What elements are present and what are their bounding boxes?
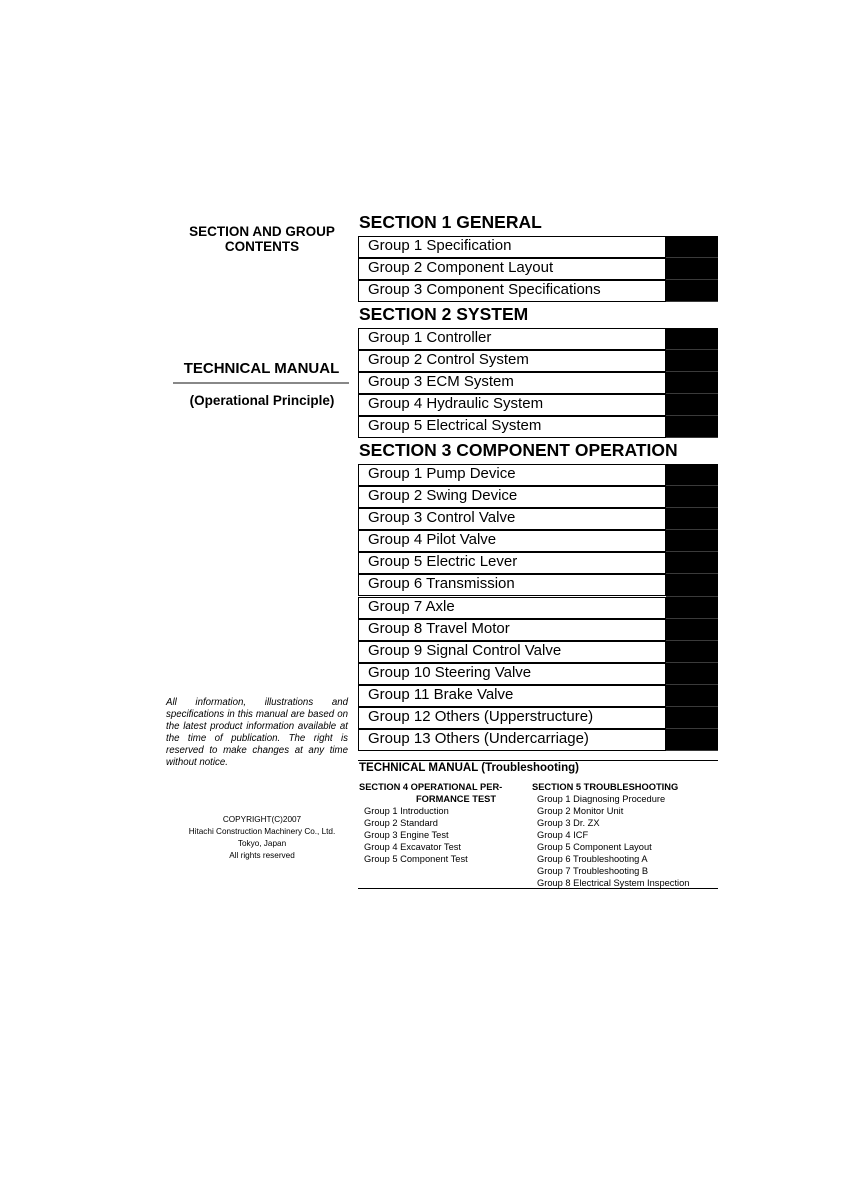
thumb-index-tab[interactable] [666, 258, 718, 280]
thumb-index-tab[interactable] [666, 597, 718, 619]
group-row[interactable] [358, 530, 718, 552]
group-label: Group 9 Signal Control Valve [368, 641, 562, 659]
thumb-index-tab[interactable] [666, 530, 718, 552]
section-4-group-list [359, 805, 529, 865]
list-item[interactable]: Group 4 ICF [537, 830, 589, 840]
thumb-index-tab[interactable] [666, 236, 718, 258]
thumb-index-tab[interactable] [666, 619, 718, 641]
thumb-index-tab[interactable] [666, 574, 718, 596]
group-label: Group 1 Specification [368, 237, 512, 254]
thumb-index-tab[interactable] [666, 394, 718, 416]
section-5-title: SECTION 5 TROUBLESHOOTING [532, 782, 679, 792]
group-row[interactable] [358, 328, 718, 350]
thumb-index-tab[interactable] [666, 729, 718, 751]
group-row[interactable] [358, 508, 718, 530]
group-label: Group 5 Electric Lever [368, 553, 518, 571]
thumb-index-tab[interactable] [666, 685, 718, 707]
thumb-index-tab[interactable] [666, 464, 718, 486]
section-4-title-line-1: SECTION 4 OPERATIONAL PER- [359, 782, 503, 792]
group-row[interactable] [358, 574, 718, 596]
section-group-contents-line-2: CONTENTS [224, 239, 300, 254]
list-item[interactable]: Group 4 Excavator Test [364, 842, 461, 852]
list-item[interactable]: Group 1 Introduction [364, 806, 449, 816]
copyright-line: COPYRIGHT(C)2007 [222, 815, 302, 824]
section-4-column [359, 781, 529, 865]
group-row[interactable] [358, 464, 718, 486]
group-row[interactable] [358, 641, 718, 663]
group-label: Group 3 ECM System [368, 373, 514, 391]
section-5-column [532, 781, 718, 889]
technical-manual-subtitle: (Operational Principle) [189, 393, 335, 408]
section-group-contents-heading [174, 224, 350, 254]
thumb-index-tab[interactable] [666, 280, 718, 302]
group-label: Group 4 Pilot Valve [368, 531, 497, 549]
group-row[interactable] [358, 350, 718, 372]
title-divider [173, 382, 349, 384]
group-row[interactable] [358, 685, 718, 707]
thumb-index-tab[interactable] [666, 552, 718, 574]
section-4-title-line-2: FORMANCE TEST [416, 794, 497, 804]
thumb-index-tab[interactable] [666, 328, 718, 350]
group-row[interactable] [358, 416, 718, 438]
section-5-group-list [532, 793, 718, 889]
list-item[interactable]: Group 8 Electrical System Inspection [537, 878, 690, 888]
list-item[interactable]: Group 5 Component Layout [537, 842, 652, 852]
group-label: Group 2 Component Layout [368, 259, 554, 277]
group-row[interactable] [358, 729, 718, 751]
list-item[interactable]: Group 2 Monitor Unit [537, 806, 624, 816]
group-row[interactable] [358, 372, 718, 394]
group-label: Group 3 Control Valve [368, 509, 516, 527]
group-label: Group 8 Travel Motor [368, 619, 510, 637]
thumb-index-tab[interactable] [666, 372, 718, 394]
thumb-index-tab[interactable] [666, 350, 718, 372]
group-label: Group 10 Steering Valve [368, 663, 532, 681]
group-row[interactable] [358, 236, 718, 258]
thumb-index-tab[interactable] [666, 641, 718, 663]
copyright-block [174, 814, 350, 862]
company-name: Hitachi Construction Machinery Co., Ltd. [188, 827, 336, 836]
list-item[interactable]: Group 3 Dr. ZX [537, 818, 600, 828]
thumb-index-tab[interactable] [666, 486, 718, 508]
company-location: Tokyo, Japan [237, 839, 287, 848]
section-group-contents-line-1: SECTION AND GROUP [189, 224, 335, 239]
group-row[interactable] [358, 258, 718, 280]
section-3-title: SECTION 3 COMPONENT OPERATION [359, 440, 678, 460]
section-3-group-list [358, 464, 718, 751]
list-item[interactable]: Group 3 Engine Test [364, 830, 449, 840]
group-row[interactable] [358, 394, 718, 416]
thumb-index-tab[interactable] [666, 508, 718, 530]
troubleshooting-bottom-rule [358, 888, 718, 889]
technical-manual-title: TECHNICAL MANUAL [183, 360, 340, 377]
list-item[interactable]: Group 6 Troubleshooting A [537, 854, 648, 864]
section-2-group-list [358, 328, 718, 438]
section-1-title: SECTION 1 GENERAL [359, 212, 542, 232]
section-2-title: SECTION 2 SYSTEM [359, 304, 529, 324]
group-row[interactable] [358, 707, 718, 729]
group-label: Group 6 Transmission [368, 575, 515, 593]
group-label: Group 3 Component Specifications [368, 281, 601, 299]
group-label: Group 2 Control System [368, 351, 529, 369]
group-row[interactable] [358, 663, 718, 685]
group-label: Group 1 Pump Device [368, 465, 516, 482]
troubleshooting-heading: TECHNICAL MANUAL (Troubleshooting) [359, 762, 579, 774]
group-label: Group 5 Electrical System [368, 417, 542, 435]
list-item[interactable]: Group 1 Diagnosing Procedure [537, 794, 666, 804]
disclaimer-text: All information, illustrations and specifications in this manual are based on the latest product information available at the time of publication. The right is reserved to make changes at any time without notice. [166, 697, 348, 768]
list-item[interactable]: Group 7 Troubleshooting B [537, 866, 649, 876]
group-row[interactable] [358, 486, 718, 508]
group-row[interactable] [358, 597, 718, 619]
group-label: Group 12 Others (Upperstructure) [368, 708, 594, 726]
thumb-index-tab[interactable] [666, 707, 718, 729]
group-row[interactable] [358, 552, 718, 574]
list-item[interactable]: Group 5 Component Test [364, 854, 468, 864]
group-label: Group 4 Hydraulic System [368, 395, 544, 413]
group-label: Group 13 Others (Undercarriage) [368, 730, 589, 748]
group-label: Group 1 Controller [368, 329, 492, 346]
list-item[interactable]: Group 2 Standard [364, 818, 438, 828]
rights-reserved: All rights reserved [229, 851, 295, 860]
group-row[interactable] [358, 280, 718, 302]
group-row[interactable] [358, 619, 718, 641]
group-label: Group 2 Swing Device [368, 487, 518, 505]
group-label: Group 7 Axle [368, 597, 455, 615]
group-label: Group 11 Brake Valve [368, 685, 514, 703]
thumb-index-tab[interactable] [666, 663, 718, 685]
section-1-group-list [358, 236, 718, 302]
thumb-index-tab[interactable] [666, 416, 718, 438]
